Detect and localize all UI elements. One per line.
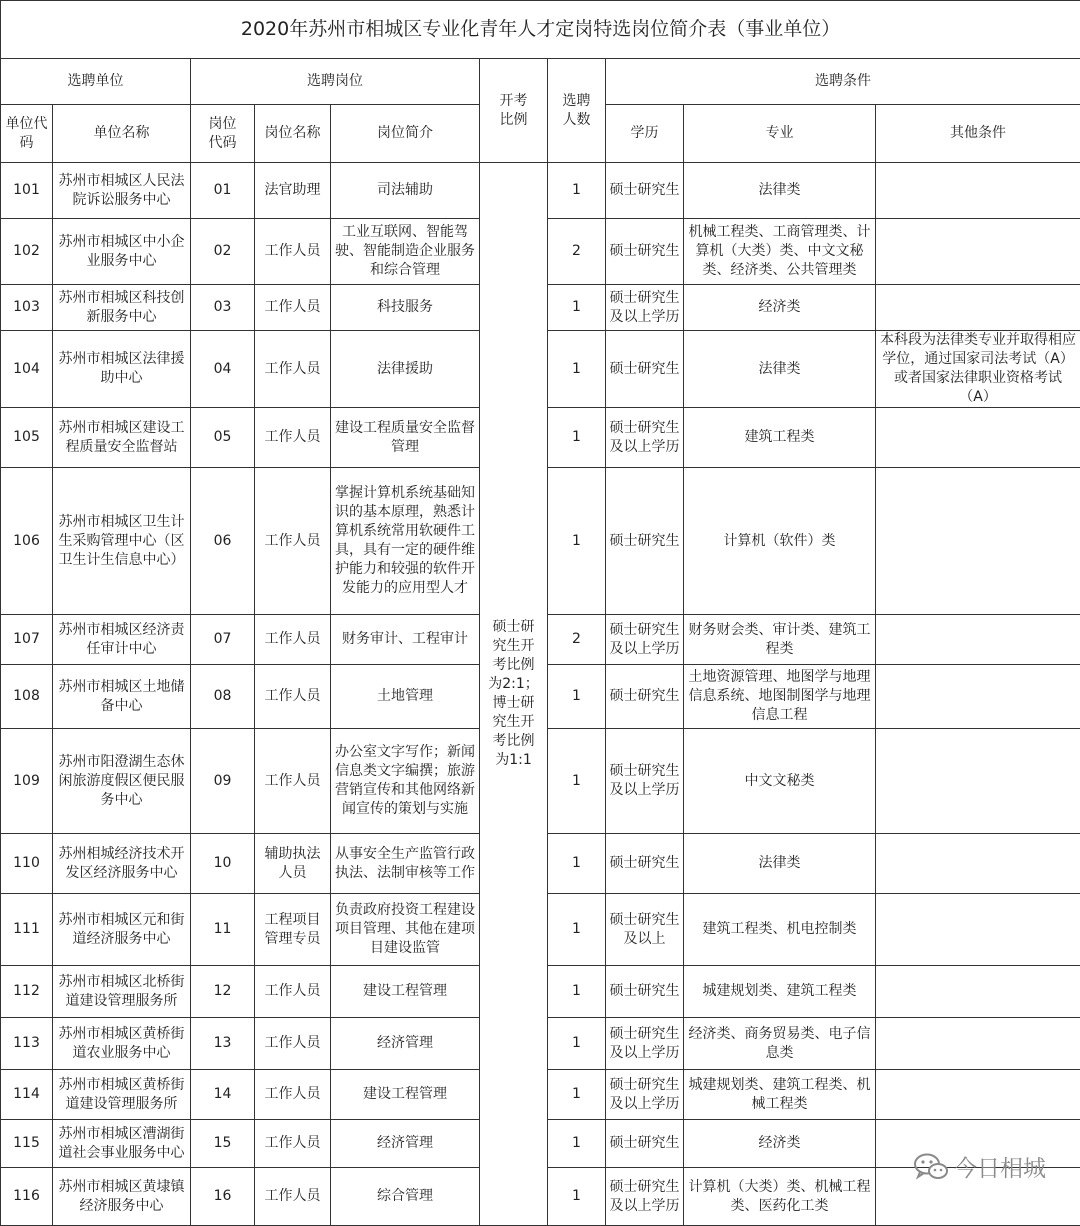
cell-major: 计算机（软件）类 (684, 468, 876, 615)
cell-count: 1 (548, 1120, 606, 1168)
cell-unit-code: 110 (1, 834, 53, 894)
cell-post-intro: 负责政府投资工程建设项目管理、其他在建项目建设监管 (331, 894, 480, 966)
cell-post-code: 12 (191, 966, 255, 1018)
cell-post-name: 工作人员 (255, 468, 331, 615)
cell-unit-name: 苏州市相城区经济责任审计中心 (53, 615, 191, 665)
cell-post-intro: 土地管理 (331, 665, 480, 729)
cell-post-code: 02 (191, 219, 255, 285)
cell-post-name: 工作人员 (255, 729, 331, 834)
cell-post-intro: 建设工程质量安全监督管理 (331, 408, 480, 468)
cell-major: 计算机（大类）类、机械工程类、医药化工类 (684, 1168, 876, 1226)
cell-post-code: 05 (191, 408, 255, 468)
cell-post-code: 16 (191, 1168, 255, 1226)
cell-post-intro: 掌握计算机系统基础知识的基本原理，熟悉计算机系统常用软硬件工具，具有一定的硬件维护能力和较强的软件开发能力的应用型人才 (331, 468, 480, 615)
header-post-code: 岗位代码 (191, 105, 255, 163)
cell-post-intro: 综合管理 (331, 1168, 480, 1226)
cell-post-intro: 工业互联网、智能驾驶、智能制造企业服务和综合管理 (331, 219, 480, 285)
cell-other-conditions (876, 615, 1080, 665)
cell-other-conditions (876, 729, 1080, 834)
header-unit-group: 选聘单位 (1, 59, 191, 105)
cell-count: 2 (548, 219, 606, 285)
header-post-name: 岗位名称 (255, 105, 331, 163)
cell-count: 1 (548, 331, 606, 408)
watermark-text: 今日相城 (954, 1150, 1046, 1183)
cell-education: 硕士研究生及以上学历 (606, 1070, 684, 1120)
header-education: 学历 (606, 105, 684, 163)
cell-education: 硕士研究生 (606, 665, 684, 729)
cell-post-code: 13 (191, 1018, 255, 1070)
cell-post-name: 工作人员 (255, 219, 331, 285)
header-post-intro: 岗位简介 (331, 105, 480, 163)
cell-post-intro: 建设工程管理 (331, 1070, 480, 1120)
cell-post-name: 工作人员 (255, 331, 331, 408)
cell-count: 1 (548, 966, 606, 1018)
cell-count: 1 (548, 834, 606, 894)
watermark (914, 1150, 1046, 1183)
cell-education: 硕士研究生及以上学历 (606, 729, 684, 834)
cell-unit-name: 苏州市相城区元和街道经济服务中心 (53, 894, 191, 966)
cell-post-code: 03 (191, 285, 255, 331)
cell-count: 1 (548, 665, 606, 729)
cell-post-code: 14 (191, 1070, 255, 1120)
cell-unit-name: 苏州市阳澄湖生态休闲旅游度假区便民服务中心 (53, 729, 191, 834)
cell-post-name: 工作人员 (255, 665, 331, 729)
cell-post-intro: 财务审计、工程审计 (331, 615, 480, 665)
cell-post-name: 辅助执法人员 (255, 834, 331, 894)
cell-post-intro: 办公室文字写作；新闻信息类文字编撰；旅游营销宣传和其他网络新闻宣传的策划与实施 (331, 729, 480, 834)
cell-unit-name: 苏州市相城区科技创新服务中心 (53, 285, 191, 331)
cell-other-conditions (876, 219, 1080, 285)
cell-education: 硕士研究生及以上学历 (606, 285, 684, 331)
cell-education: 硕士研究生 (606, 834, 684, 894)
cell-post-name: 工作人员 (255, 1120, 331, 1168)
header-major: 专业 (684, 105, 876, 163)
cell-major: 法律类 (684, 331, 876, 408)
table-body (1, 163, 1080, 1226)
cell-major: 财务财会类、审计类、建筑工程类 (684, 615, 876, 665)
cell-unit-name: 苏州市相城区中小企业服务中心 (53, 219, 191, 285)
cell-other-conditions (876, 894, 1080, 966)
cell-post-intro: 经济管理 (331, 1120, 480, 1168)
cell-count: 1 (548, 894, 606, 966)
cell-other-conditions (876, 285, 1080, 331)
cell-major: 法律类 (684, 834, 876, 894)
cell-count: 1 (548, 1168, 606, 1226)
cell-post-name: 工作人员 (255, 285, 331, 331)
cell-count: 1 (548, 1070, 606, 1120)
cell-count: 1 (548, 729, 606, 834)
cell-post-code: 01 (191, 163, 255, 219)
table-row (1, 163, 1080, 219)
cell-post-code: 11 (191, 894, 255, 966)
cell-count: 2 (548, 615, 606, 665)
cell-education: 硕士研究生 (606, 1120, 684, 1168)
cell-post-code: 08 (191, 665, 255, 729)
cell-post-code: 15 (191, 1120, 255, 1168)
header-unit-code: 单位代码 (1, 105, 53, 163)
cell-post-name: 工作人员 (255, 966, 331, 1018)
cell-post-code: 09 (191, 729, 255, 834)
cell-unit-code: 111 (1, 894, 53, 966)
header-other: 其他条件 (876, 105, 1080, 163)
cell-post-name: 工作人员 (255, 615, 331, 665)
cell-other-conditions (876, 468, 1080, 615)
cell-post-intro: 经济管理 (331, 1018, 480, 1070)
wechat-icon (914, 1153, 948, 1181)
cell-unit-name: 苏州市相城区漕湖街道社会事业服务中心 (53, 1120, 191, 1168)
cell-other-conditions (876, 1070, 1080, 1120)
cell-post-name: 工作人员 (255, 1168, 331, 1226)
cell-unit-code: 115 (1, 1120, 53, 1168)
cell-unit-code: 112 (1, 966, 53, 1018)
cell-post-name: 工程项目管理专员 (255, 894, 331, 966)
cell-unit-code: 113 (1, 1018, 53, 1070)
cell-post-code: 07 (191, 615, 255, 665)
cell-unit-name: 苏州市相城区法律援助中心 (53, 331, 191, 408)
cell-education: 硕士研究生及以上学历 (606, 615, 684, 665)
cell-unit-code: 108 (1, 665, 53, 729)
cell-unit-name: 苏州市相城区黄桥街道建设管理服务所 (53, 1070, 191, 1120)
cell-post-intro: 从事安全生产监管行政执法、法制审核等工作 (331, 834, 480, 894)
cell-other-conditions (876, 1018, 1080, 1070)
cell-post-code: 10 (191, 834, 255, 894)
cell-education: 硕士研究生及以上学历 (606, 1018, 684, 1070)
cell-other-conditions (876, 163, 1080, 219)
header-post-group: 选聘岗位 (191, 59, 480, 105)
table-title: 2020年苏州市相城区专业化青年人才定岗特选岗位简介表（事业单位） (1, 1, 1080, 59)
cell-major: 城建规划类、建筑工程类 (684, 966, 876, 1018)
cell-count: 1 (548, 468, 606, 615)
cell-unit-code: 114 (1, 1070, 53, 1120)
cell-unit-name: 苏州市相城区卫生计生采购管理中心（区卫生计生信息中心） (53, 468, 191, 615)
cell-post-name: 工作人员 (255, 1070, 331, 1120)
cell-unit-code: 104 (1, 331, 53, 408)
cell-major: 中文文秘类 (684, 729, 876, 834)
header-count: 选聘人数 (548, 59, 606, 163)
cell-post-name: 工作人员 (255, 408, 331, 468)
cell-education: 硕士研究生 (606, 219, 684, 285)
cell-unit-code: 116 (1, 1168, 53, 1226)
cell-education: 硕士研究生 (606, 966, 684, 1018)
cell-education: 硕士研究生 (606, 331, 684, 408)
cell-other-conditions (876, 966, 1080, 1018)
cell-education: 硕士研究生及以上 (606, 894, 684, 966)
cell-education: 硕士研究生及以上学历 (606, 1168, 684, 1226)
cell-major: 经济类、商务贸易类、电子信息类 (684, 1018, 876, 1070)
cell-major: 土地资源管理、地图学与地理信息系统、地图制图学与地理信息工程 (684, 665, 876, 729)
cell-unit-code: 102 (1, 219, 53, 285)
cell-unit-code: 106 (1, 468, 53, 615)
cell-count: 1 (548, 285, 606, 331)
cell-count: 1 (548, 1018, 606, 1070)
cell-post-code: 04 (191, 331, 255, 408)
cell-education: 硕士研究生及以上学历 (606, 408, 684, 468)
cell-major: 建筑工程类 (684, 408, 876, 468)
cell-major: 机械工程类、工商管理类、计算机（大类）类、中文文秘类、经济类、公共管理类 (684, 219, 876, 285)
cell-ratio: 硕士研究生开考比例为2:1；博士研究生开考比例为1:1 (480, 163, 548, 1226)
cell-post-intro: 司法辅助 (331, 163, 480, 219)
cell-count: 1 (548, 163, 606, 219)
cell-post-intro: 科技服务 (331, 285, 480, 331)
cell-other-conditions: 本科段为法律类专业并取得相应学位，通过国家司法考试（A）或者国家法律职业资格考试（A） (876, 331, 1080, 408)
cell-post-name: 法官助理 (255, 163, 331, 219)
cell-other-conditions (876, 408, 1080, 468)
cell-major: 城建规划类、建筑工程类、机械工程类 (684, 1070, 876, 1120)
cell-post-code: 06 (191, 468, 255, 615)
cell-major: 经济类 (684, 1120, 876, 1168)
cell-unit-code: 109 (1, 729, 53, 834)
cell-other-conditions (876, 834, 1080, 894)
header-condition-group: 选聘条件 (606, 59, 1080, 105)
cell-education: 硕士研究生 (606, 163, 684, 219)
cell-count: 1 (548, 408, 606, 468)
cell-post-name: 工作人员 (255, 1018, 331, 1070)
header-ratio: 开考比例 (480, 59, 548, 163)
cell-unit-name: 苏州市相城区北桥街道建设管理服务所 (53, 966, 191, 1018)
cell-post-intro: 建设工程管理 (331, 966, 480, 1018)
cell-unit-name: 苏州市相城区土地储备中心 (53, 665, 191, 729)
cell-unit-name: 苏州市相城区黄埭镇经济服务中心 (53, 1168, 191, 1226)
cell-unit-name: 苏州市相城区黄桥街道农业服务中心 (53, 1018, 191, 1070)
header-unit-name: 单位名称 (53, 105, 191, 163)
cell-unit-code: 105 (1, 408, 53, 468)
cell-unit-name: 苏州市相城区建设工程质量安全监督站 (53, 408, 191, 468)
cell-unit-code: 103 (1, 285, 53, 331)
cell-unit-code: 107 (1, 615, 53, 665)
cell-unit-name: 苏州市相城区人民法院诉讼服务中心 (53, 163, 191, 219)
cell-education: 硕士研究生 (606, 468, 684, 615)
cell-major: 建筑工程类、机电控制类 (684, 894, 876, 966)
cell-unit-code: 101 (1, 163, 53, 219)
cell-other-conditions (876, 665, 1080, 729)
cell-unit-name: 苏州相城经济技术开发区经济服务中心 (53, 834, 191, 894)
cell-post-intro: 法律援助 (331, 331, 480, 408)
cell-major: 法律类 (684, 163, 876, 219)
cell-major: 经济类 (684, 285, 876, 331)
